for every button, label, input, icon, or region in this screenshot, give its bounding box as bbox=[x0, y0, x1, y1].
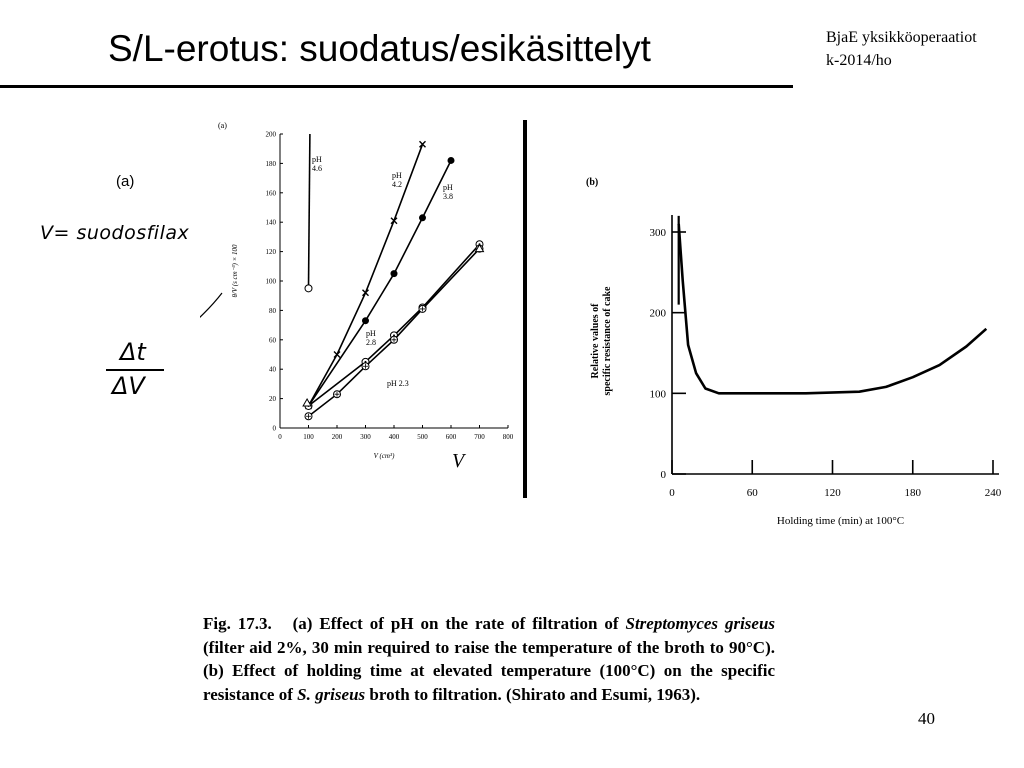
chart-b-y-axis-title-line: specific resistance of cake bbox=[602, 286, 613, 396]
chart-b-resistance-curve bbox=[679, 224, 987, 393]
chart-b-x-tick-label: 240 bbox=[984, 487, 1002, 499]
chart-a-y-tick-label: 180 bbox=[265, 159, 276, 168]
chart-b-x-tick-label: 120 bbox=[824, 487, 841, 499]
series-line-ph-3-8 bbox=[309, 161, 452, 406]
series-label: 4.6 bbox=[312, 164, 322, 173]
handwritten-arrow bbox=[200, 293, 222, 343]
chart-a-x-tick-label: 700 bbox=[474, 433, 485, 441]
chart-b-x-tick-label: 0 bbox=[669, 487, 675, 499]
chart-a-y-tick-label: 200 bbox=[265, 130, 276, 139]
series-label: pH bbox=[312, 155, 322, 164]
slide-title: S/L-erotus: suodatus/esikäsittelyt bbox=[108, 28, 651, 69]
chart-b-panel-tag: (b) bbox=[586, 177, 599, 188]
caption-text-a: (a) Effect of pH on the rate of filtration of bbox=[292, 614, 619, 633]
chart-a-y-tick-label: 0 bbox=[272, 424, 276, 433]
chart-a-x-tick-label: 300 bbox=[360, 433, 371, 441]
chart-a-y-tick-label: 60 bbox=[269, 336, 276, 345]
chart-a bbox=[200, 110, 530, 480]
chart-b-y-tick-label: 200 bbox=[649, 307, 666, 320]
course-term: k-2014/ho bbox=[826, 52, 892, 69]
handwritten-fraction-bar bbox=[106, 369, 164, 371]
chart-a-y-tick-label: 120 bbox=[265, 248, 276, 257]
chart-b-x-tick-label: 180 bbox=[904, 487, 921, 499]
panel-a-label: (a) bbox=[116, 173, 135, 190]
data-point-filled-circle bbox=[362, 317, 369, 324]
caption-species-b: S. griseus bbox=[297, 684, 366, 704]
chart-a-annotations bbox=[200, 121, 467, 472]
handwritten-v-note: V= suodosfilax bbox=[40, 222, 190, 244]
chart-a-y-tick-label: 160 bbox=[265, 189, 276, 198]
series-label: 2.8 bbox=[366, 338, 376, 347]
header-info bbox=[826, 26, 977, 72]
series-label: pH 2.3 bbox=[387, 379, 409, 388]
chart-a-x-tick-label: 200 bbox=[331, 433, 343, 441]
data-point-filled-circle bbox=[419, 214, 426, 221]
chart-b-x-tick-label: 60 bbox=[746, 487, 758, 499]
chart-a-y-tick-label: 40 bbox=[269, 365, 276, 374]
chart-a-x-axis-title: V (cm³) bbox=[373, 452, 395, 460]
data-point-open-circle bbox=[305, 285, 312, 292]
caption-text-b: (filter aid 2%, 30 min required to raise the temperature of the broth to 90°C). (b) Effect of holding time at elevated temperature (100°C) on the specific resistance of bbox=[203, 637, 775, 704]
handwritten-delta-t: Δt bbox=[120, 338, 146, 366]
chart-b-axes bbox=[590, 215, 1002, 527]
panel-divider bbox=[523, 120, 527, 498]
series-label: pH bbox=[366, 329, 376, 338]
series-label: pH bbox=[443, 183, 453, 192]
chart-a-panel-tag: (a) bbox=[218, 121, 227, 130]
chart-a-y-tick-label: 20 bbox=[269, 395, 276, 404]
course-name: BjaE yksikköoperaatiot bbox=[826, 29, 977, 46]
chart-b-y-tick-label: 300 bbox=[649, 227, 666, 239]
title-rule bbox=[0, 85, 793, 88]
series-line-ph-4-6 bbox=[309, 134, 310, 288]
data-point-filled-circle bbox=[448, 157, 455, 164]
chart-a-x-tick-label: 600 bbox=[445, 433, 457, 441]
chart-b bbox=[560, 170, 1010, 540]
chart-a-y-tick-label: 80 bbox=[269, 306, 276, 315]
chart-a-axes bbox=[231, 131, 514, 461]
page-number: 40 bbox=[918, 709, 935, 728]
chart-b-y-axis-title-line: Relative values of bbox=[590, 303, 601, 379]
chart-a-x-tick-label: 800 bbox=[502, 433, 514, 441]
figure-caption bbox=[203, 612, 775, 706]
handwritten-v-axis: V bbox=[452, 450, 465, 472]
chart-b-x-axis-title: Holding time (min) at 100°C bbox=[776, 515, 905, 527]
chart-b-y-tick-label: 0 bbox=[660, 469, 666, 481]
chart-b-y-tick-label: 100 bbox=[649, 388, 666, 401]
chart-a-x-tick-label: 100 bbox=[303, 433, 314, 441]
handwritten-delta-v: ΔV bbox=[112, 372, 145, 400]
chart-a-x-tick-label: 400 bbox=[388, 433, 400, 441]
series-label: 3.8 bbox=[443, 192, 453, 201]
chart-a-series-labels bbox=[312, 155, 453, 388]
chart-a-y-axis-title: θ/V (s cm⁻³) × 100 bbox=[231, 244, 239, 298]
caption-species-a: Streptomyces griseus bbox=[625, 614, 776, 633]
chart-a-x-tick-label: 0 bbox=[278, 433, 282, 441]
caption-text-c: broth to filtration. (Shirato and Esumi, 1963). bbox=[369, 684, 701, 704]
chart-a-y-tick-label: 140 bbox=[265, 218, 276, 227]
chart-b-series bbox=[679, 216, 987, 393]
caption-fig-number: Fig. 17.3. bbox=[203, 614, 272, 633]
series-label: 4.2 bbox=[392, 180, 402, 189]
data-point-filled-circle bbox=[391, 270, 398, 277]
chart-a-y-tick-label: 100 bbox=[265, 277, 276, 286]
series-label: pH bbox=[392, 171, 402, 180]
chart-a-x-tick-label: 500 bbox=[417, 433, 428, 441]
data-point-cross bbox=[334, 352, 340, 358]
